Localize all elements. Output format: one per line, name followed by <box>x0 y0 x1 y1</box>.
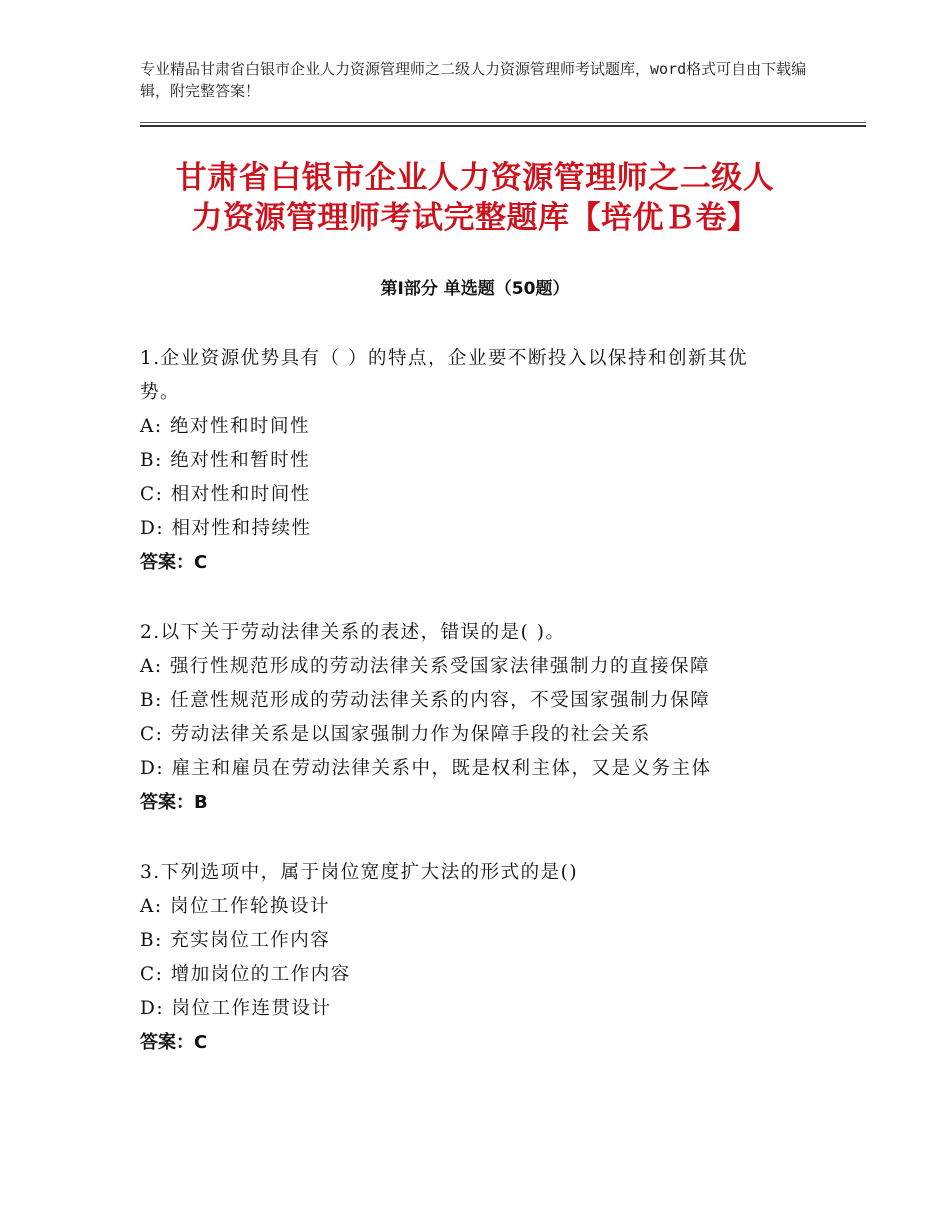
answer: 答案：B <box>140 792 208 813</box>
option-d: D: 雇主和雇员在劳动法律关系中，既是权利主体，又是义务主体 <box>140 758 712 779</box>
option-c: C: 相对性和时间性 <box>140 484 311 505</box>
option-a: A: 强行性规范形成的劳动法律关系受国家法律强制力的直接保障 <box>140 656 710 677</box>
option-c: C: 劳动法律关系是以国家强制力作为保障手段的社会关系 <box>140 724 651 745</box>
option-b: B: 充实岗位工作内容 <box>140 930 331 951</box>
question-1 <box>140 342 820 580</box>
option-a: A: 岗位工作轮换设计 <box>140 896 330 917</box>
question-stem-continued: 势。 <box>140 382 181 403</box>
option-d: D: 相对性和持续性 <box>140 518 312 539</box>
question-stem: 3.下列选项中，属于岗位宽度扩大法的形式的是() <box>140 862 579 883</box>
question-2 <box>140 616 820 820</box>
header-divider-thick <box>140 125 866 127</box>
question-list <box>140 342 820 1096</box>
header-divider-thin <box>140 122 866 123</box>
option-d: D: 岗位工作连贯设计 <box>140 998 332 1019</box>
answer: 答案：C <box>140 1032 208 1053</box>
question-stem: 1.企业资源优势具有（ ）的特点，企业要不断投入以保持和创新其优 <box>140 348 749 369</box>
option-b: B: 任意性规范形成的劳动法律关系的内容，不受国家强制力保障 <box>140 690 711 711</box>
header-note: 专业精品甘肃省白银市企业人力资源管理师之二级人力资源管理师考试题库，word格式可自由下载编辑，附完整答案！ <box>140 60 807 100</box>
option-b: B: 绝对性和暂时性 <box>140 450 311 471</box>
document-title-line-2: 力资源管理师考试完整题库【培优Ｂ卷】 <box>191 200 759 236</box>
option-a: A: 绝对性和时间性 <box>140 416 310 437</box>
answer: 答案：C <box>140 552 208 573</box>
section-heading: 第Ⅰ部分 单选题（50题） <box>380 279 570 299</box>
document-title <box>120 158 830 238</box>
question-3 <box>140 856 820 1060</box>
question-stem: 2.以下关于劳动法律关系的表述，错误的是( )。 <box>140 622 566 643</box>
option-c: C: 增加岗位的工作内容 <box>140 964 351 985</box>
document-title-line-1: 甘肃省白银市企业人力资源管理师之二级人 <box>175 160 775 196</box>
